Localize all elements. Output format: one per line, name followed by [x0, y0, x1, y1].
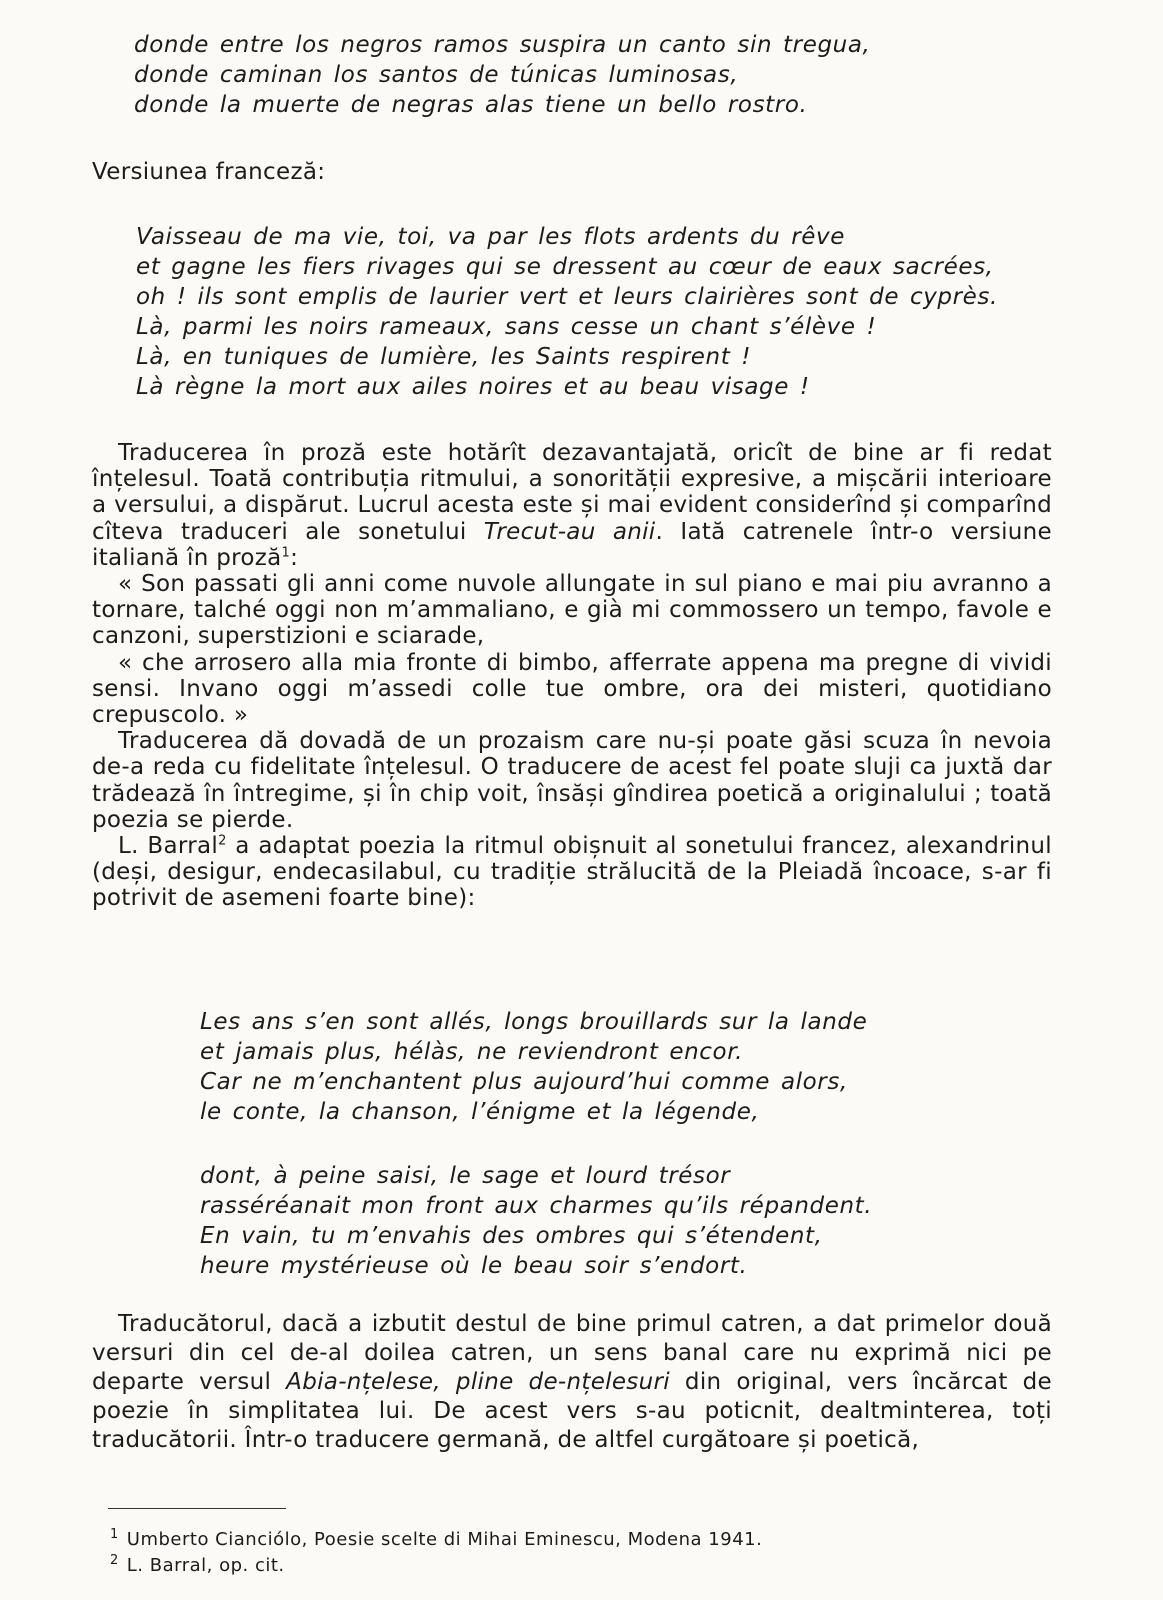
footnotes [110, 1527, 762, 1579]
verse-line: Là, parmi les noirs rameaux, sans cesse un chant s’élève ! [136, 314, 877, 340]
footnote-ref-2[interactable]: 2 [218, 833, 227, 849]
verse-line: Les ans s’en sont allés, longs brouillards sur la lande [200, 1009, 868, 1035]
italian-quote-1: « Son passati gli anni come nuvole allungate in sul piano e mai piu avranno a tornare, talché oggi non m’ammaliano, e già mi commossero un tempo, favole e canzoni, superstizioni e sciarade, [92, 571, 1052, 650]
paragraph-prose-translation: Traducerea în proză este hotărît dezavantajată, oricît de bine ar fi redat înțelesul. Toată contribuția ritmului, a sonorității expresive, a mișcării interioare a versului, a dispărut. Lucrul acesta este și mai evident considerînd și comparînd cîteva traduceri ale sonetului Trecut-au anii. Iată catrenele într-o versiune italiană în proză$^1$: [92, 440, 1053, 571]
verse-line: En vain, tu m’envahis des ombres qui s’étendent, [200, 1223, 823, 1249]
french-version-heading: Versiunea franceză: [92, 159, 326, 185]
verse-line: rasséréanait mon front aux charmes qu’ils répandent. [200, 1193, 873, 1219]
footnote-mark: 2 [110, 1553, 119, 1568]
verse-line: et gagne les fiers rivages qui se dressent au cœur de eaux sacrées, [136, 254, 994, 280]
footnote-ref-1[interactable]: 1 [281, 545, 291, 561]
verse-line: Là règne la mort aux ailes noires et au beau visage ! [136, 374, 810, 400]
verse-line: dont, à peine saisi, le sage et lourd trésor [200, 1163, 731, 1189]
poem-title: Trecut-au anii [483, 518, 656, 545]
verse-line: le conte, la chanson, l’énigme et la légende, [200, 1099, 760, 1125]
verse-line: Car ne m’enchantent plus aujourd’hui comme alors, [200, 1069, 848, 1095]
verse-line: donde entre los negros ramos suspira un canto sin tregua, [134, 32, 871, 58]
italian-quote-2: « che arrosero alla mia fronte di bimbo, afferrate appena ma pregne di vividi sensi. Invano oggi m’assedi colle tue ombre, ora dei misteri, quotidiano crepuscolo. » [92, 649, 1052, 729]
footnote-divider [108, 1508, 286, 1509]
verse-line: Vaisseau de ma vie, toi, va par les flots ardents du rêve [136, 224, 846, 250]
barral-stanza-2 [200, 1161, 872, 1281]
prose-block-final [92, 1310, 1052, 1455]
paragraph-barral: L. Barral$^2$ a adaptat poezia la ritmul obișnuit al sonetului francez, alexandrinul (deși, desigur, endecasilabul, cu tradiție strălucită de la Pleiadă încoace, s-ar fi potrivit de asemeni foarte bine): [92, 833, 1052, 912]
verse-line: heure mystérieuse où le beau soir s’endort. [200, 1253, 748, 1279]
footnote-mark: 1 [110, 1527, 119, 1542]
footnote-1: $^1$ Umberto Cianciólo, Poesie scelte di Mihai Eminescu, Modena 1941. [110, 1527, 763, 1550]
spanish-verse [134, 30, 870, 120]
paragraph-translator: Traducătorul, dacă a izbutit destul de bine primul catren, a dat primelor două versuri din cel de-al doilea catren, un sens banal care nu exprimă nici pe departe versul Abia-nțelese, pline de-nțelesuri din original, vers încărcat de poezie în simplitatea lui. De acest vers s-au poticnit, dealtminterea, toți traducătorii. Într-o traducere germană, de altfel curgătoare și poetică, [92, 1311, 1052, 1453]
verse-line: Là, en tuniques de lumière, les Saints respirent ! [136, 344, 752, 370]
prose-block [92, 440, 1052, 912]
verse-line: donde la muerte de negras alas tiene un bello rostro. [134, 92, 808, 118]
barral-stanza-1 [200, 1007, 867, 1127]
quoted-verse: Abia-nțelese, pline de-nțelesuri [286, 1369, 670, 1395]
french-verse [136, 222, 998, 402]
footnote-2: $^2$ L. Barral, op. cit. [110, 1553, 285, 1576]
verse-line: donde caminan los santos de túnicas luminosas, [134, 62, 739, 88]
verse-line: et jamais plus, hélàs, ne reviendront encor. [200, 1039, 744, 1065]
paragraph-prozaism: Traducerea dă dovadă de un prozaism care nu-și poate găsi scuza în nevoia de-a reda cu fidelitate înțelesul. O traducere de acest fel poate sluji ca juxtă dar trădează în întregime, și în chip voit, însăși gîndirea poetică a originalului ; toată poezia se pierde. [92, 728, 1052, 833]
verse-line: oh ! ils sont emplis de laurier vert et leurs clairières sont de cyprès. [136, 284, 998, 310]
